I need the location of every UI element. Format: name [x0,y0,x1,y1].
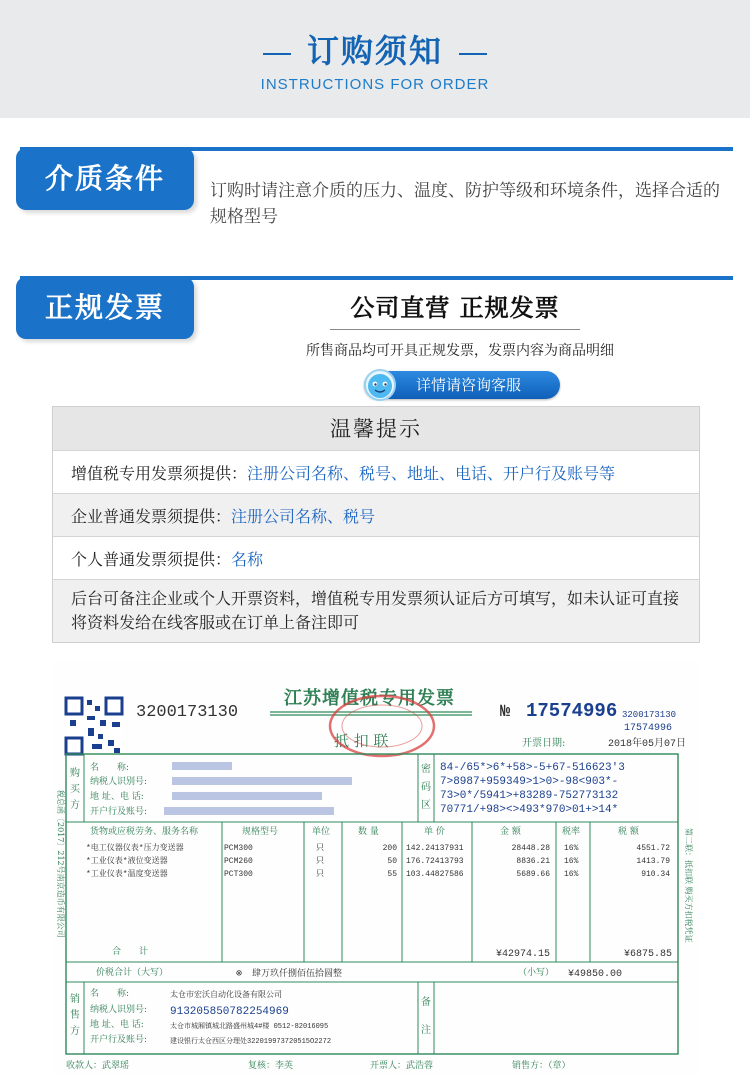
items-header-model: 规格型号 [242,827,279,837]
small-label: （小写） [518,968,555,978]
qr-code-icon [66,698,122,754]
buyer-field-bank: 开户行及账号: [90,807,148,817]
item-tax: 4551.72 [636,844,670,853]
tips-row-vat [53,451,699,494]
buyer-field-address: 地 址、电 话: [90,792,144,802]
total-label: 合 计 [112,947,149,957]
tips-row-key: 企业普通发票须提供： [71,506,232,526]
item-price: 103.44827586 [406,870,464,879]
items-header-amount: 金 额 [500,827,521,837]
invoice-drawing [52,660,700,1076]
tips-row-value: 名称 [231,549,264,569]
invoice-section-label: 正规发票 [16,277,194,339]
cipher-line: 70771/+98><>493*970>01+>14* [440,804,619,816]
footer-reviewer: 复核：李英 [248,1061,294,1071]
page-subtitle: INSTRUCTIONS FOR ORDER [260,76,490,93]
title-dash-left [263,53,291,55]
item-qty: 200 [382,844,397,853]
small-value: ¥49850.00 [568,969,623,980]
page-header [0,0,750,118]
invoice-code: 3200173130 [136,703,239,722]
tips-title: 温馨提示 [53,407,699,451]
item-price: 142.24137931 [406,844,464,853]
item-name: *工业仪表*温度变送器 [86,870,168,879]
seller-side-label: 销售方 [70,994,80,1037]
item-row [86,842,670,853]
item-model: PCM300 [224,844,253,853]
seller-field-bank: 开户行及账号: [90,1035,148,1045]
item-unit: 只 [316,870,324,879]
seller-address: 太仓市城厢镇城北路盛州城4#楼 0512-82016095 [170,1023,329,1031]
tips-table [52,406,700,643]
tips-note-text: 后台可备注企业或个人开票资料，增值税专用发票须认证后方可填写，如未认证可直接将资料发给在线客服或在订单上备注即可 [71,589,680,632]
item-model: PCT300 [224,870,253,879]
items-header-rate: 税率 [562,827,581,837]
title-dash-right [459,53,487,55]
cipher-side-label: 密码区 [421,764,431,811]
tips-row-enterprise [53,494,699,537]
invoice-date: 2018年05月07日 [608,739,687,750]
water-drop-mascot-icon [360,365,400,403]
tips-row-personal [53,537,699,580]
item-amount: 8836.21 [516,857,550,866]
item-amount: 28448.28 [511,844,550,853]
price-tax-cross-icon: ⊗ [236,969,243,980]
item-qty: 50 [387,857,397,866]
item-tax: 910.34 [641,870,670,879]
items-header-name: 货物或应税劳务、服务名称 [90,827,199,837]
cipher-line: 73>0*/5941>+83289-752773132 [440,790,619,802]
item-rate: 16% [564,857,579,866]
seller-taxid: 913205850782254969 [170,1006,289,1018]
item-unit: 只 [316,857,324,866]
buyer-field-taxid: 纳税人识别号: [90,777,148,787]
tips-row-note [53,580,699,642]
item-tax: 1413.79 [636,857,670,866]
invoice-date-label: 开票日期: [522,738,566,749]
buyer-field-name: 名 称: [90,763,130,773]
consult-service-button[interactable] [364,371,560,399]
page-title: 订购须知 [306,32,443,70]
item-unit: 只 [316,844,324,853]
tips-row-value: 注册公司名称、税号 [231,506,376,526]
item-row [86,855,670,866]
media-section-label: 介质条件 [16,148,194,210]
total-tax: ¥6875.85 [623,949,672,960]
sample-invoice-image [52,660,700,1076]
footer-payee: 收款人：武翠瑶 [66,1061,130,1071]
buyer-side-label: 购买方 [70,768,80,811]
item-rate: 16% [564,844,579,853]
items-header-tax: 税 额 [618,827,639,837]
items-header-qty: 数 量 [358,827,379,837]
item-amount: 5689.66 [516,870,550,879]
price-tax-label: 价税合计（大写） [96,968,169,978]
items-header-price: 单 价 [424,827,445,837]
footer-drawer: 开票人：武浩蓉 [370,1061,434,1071]
invoice-copy-name: 抵 扣 联 [334,732,389,750]
invoice-subheading: 所售商品均可开具正规发票，发票内容为商品明细 [306,343,614,359]
tips-row-key: 增值税专用发票须提供： [71,463,248,483]
left-side-note: 税总函〔2017〕212号南京造币有限公司 [56,790,65,938]
item-name: *工业仪表*液位变送器 [86,857,168,866]
seller-bank: 建设银行太仓西区分理处322019973720515O2272 [170,1038,332,1046]
items-header-unit: 单位 [312,827,331,837]
total-amount: ¥42974.15 [495,949,550,960]
tax-stamp-icon [330,696,434,756]
item-rate: 16% [564,870,579,879]
item-row [86,868,670,879]
cipher-line: 84-/65*>6*+58>-5+67-516623'3 [440,762,625,774]
cipher-line: 7>8987+959349>1>0>-98<903*- [440,776,619,788]
consult-button-label: 详情请咨询客服 [416,376,522,394]
invoice-no-prefix: № [500,703,511,722]
right-side-note: 第二联：抵扣联 购买方扣税凭证 [684,828,693,943]
item-model: PCM260 [224,857,253,866]
invoice-number-small-code: 3200173130 [622,710,677,720]
media-description: 订购时请注意介质的压力、温度、防护等级和环境条件，选择合适的规格型号 [210,181,720,227]
seller-field-taxid: 纳税人识别号: [90,1005,148,1015]
invoice-number: 17574996 [526,700,618,722]
invoice-number-small: 17574996 [624,723,673,734]
header-title-row [0,26,750,72]
buyer-blurred-values [164,762,352,815]
item-name: *电工仪器仪表*压力变送器 [86,844,184,853]
seller-name: 太仓市宏沃自动化设备有限公司 [170,991,282,1000]
item-qty: 55 [387,870,397,879]
footer-seller-seal: 销售方：（章） [512,1061,571,1071]
remark-side-label: 备注 [421,997,431,1036]
item-price: 176.72413793 [406,857,464,866]
invoice-heading: 公司直营 正规发票 [330,288,580,330]
invoice-title: 江苏增值税专用发票 [284,688,455,709]
price-tax-words: 肆万玖仟捌佰伍拾圆整 [252,969,343,979]
seller-field-name: 名 称: [90,989,130,999]
tips-row-key: 个人普通发票须提供： [71,549,232,569]
seller-field-address: 地 址、电 话: [90,1020,144,1030]
tips-row-value: 注册公司名称、税号、地址、电话、开户行及账号等 [247,463,616,483]
